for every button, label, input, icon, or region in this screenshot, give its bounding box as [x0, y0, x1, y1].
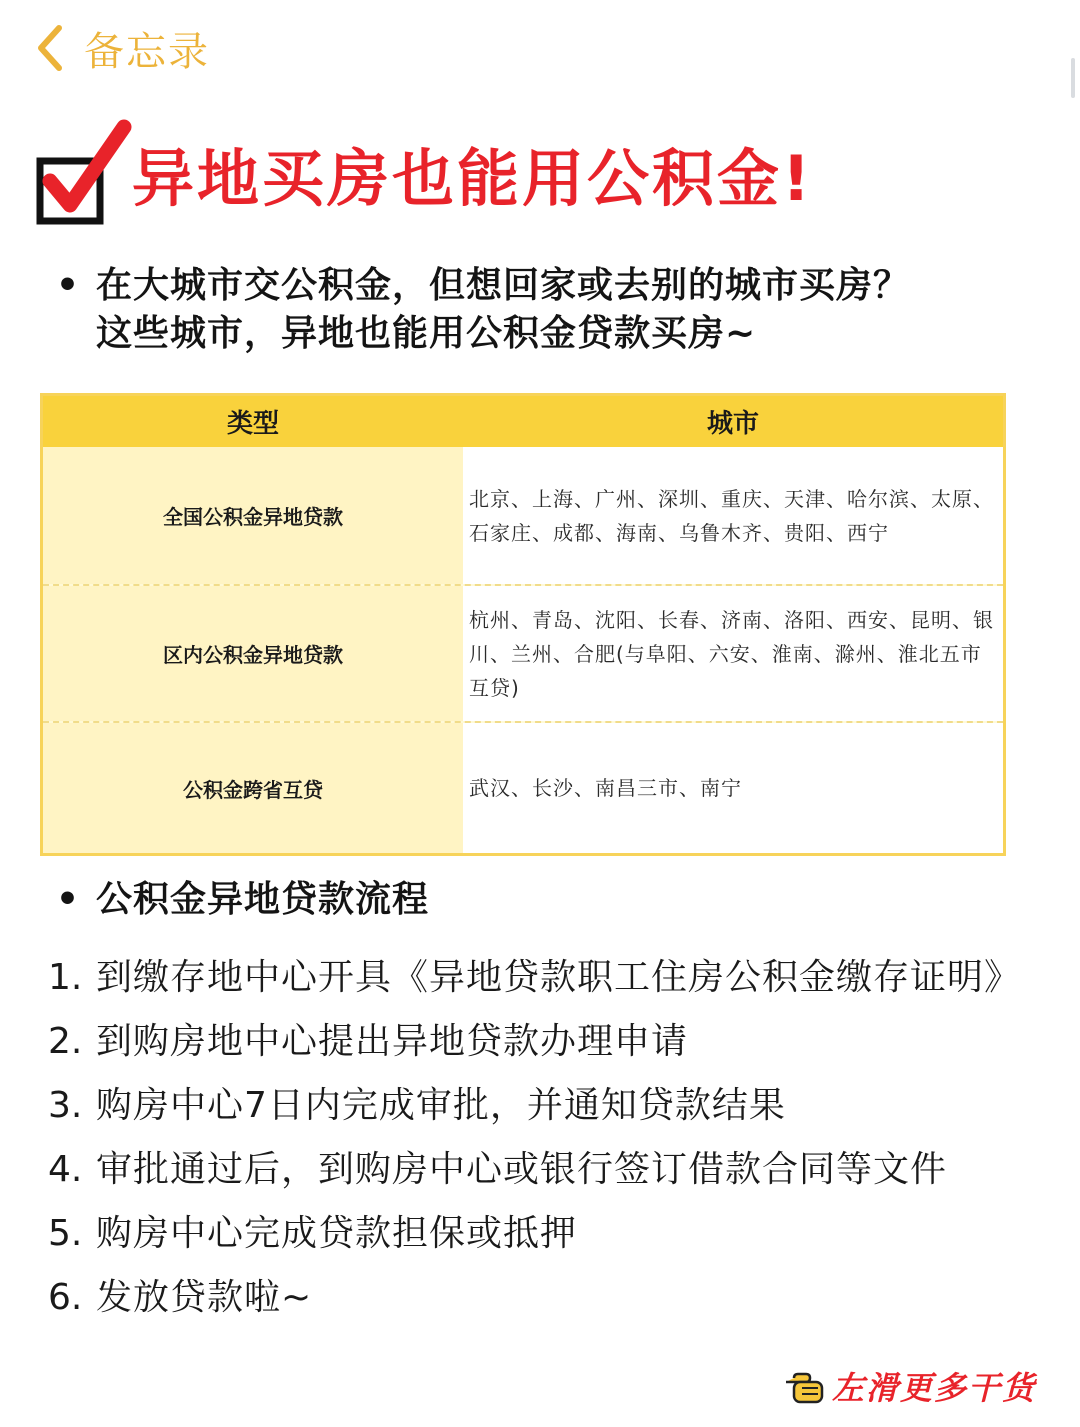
- row-cities: 杭州、青岛、沈阳、长春、济南、洛阳、西安、昆明、银川、兰州、合肥(与阜阳、六安、淮南、滁州、淮北五市互贷): [463, 586, 1003, 721]
- row-type: 公积金跨省互贷: [43, 723, 463, 853]
- step-number: 3.: [48, 1085, 83, 1126]
- step-number: 1.: [48, 957, 83, 998]
- list-item: [48, 1138, 1008, 1202]
- bullet-dot: •: [56, 265, 80, 306]
- table-row: [43, 447, 1003, 584]
- process-steps: [48, 946, 1022, 1330]
- step-text: 购房中心完成贷款担保或抵押: [96, 1213, 578, 1254]
- step-text: 发放贷款啦~: [96, 1277, 313, 1318]
- step-number: 2.: [48, 1021, 83, 1062]
- list-item: [48, 1074, 1008, 1138]
- process-title: 公积金异地贷款流程: [96, 879, 430, 920]
- row-cities: 北京、上海、广州、深圳、重庆、天津、哈尔滨、太原、石家庄、成都、海南、乌鲁木齐、贵阳、西宁: [463, 447, 1003, 584]
- process-heading: [56, 876, 429, 924]
- step-text: 到购房地中心提出异地贷款办理申请: [96, 1021, 689, 1062]
- step-number: 4.: [48, 1149, 83, 1190]
- bullet-dot: •: [56, 879, 80, 920]
- list-item: [48, 1010, 1008, 1074]
- headline: [36, 118, 813, 228]
- list-item: [48, 946, 1022, 1010]
- intro-text: 在大城市交公积金，但想回家或去别的城市买房？这些城市，异地也能用公积金贷款买房~: [96, 265, 911, 354]
- intro-bullet: [56, 262, 956, 358]
- row-type: 全国公积金异地贷款: [43, 447, 463, 584]
- table-row: [43, 721, 1003, 853]
- row-cities: 武汉、长沙、南昌三市、南宁: [463, 723, 1003, 853]
- header-type: 类型: [226, 409, 279, 439]
- chevron-left-icon[interactable]: [28, 20, 72, 76]
- nav-title[interactable]: 备忘录: [84, 28, 210, 75]
- checkbox-checked-icon: [36, 119, 132, 227]
- list-item: [48, 1266, 1008, 1330]
- city-table: [40, 393, 1006, 856]
- row-type: 区内公积金异地贷款: [43, 586, 463, 721]
- step-number: 5.: [48, 1213, 83, 1254]
- swipe-label: 左滑更多干货: [832, 1369, 1037, 1407]
- header-city: 城市: [706, 409, 759, 439]
- step-text: 到缴存地中心开具《异地贷款职工住房公积金缴存证明》: [96, 957, 1022, 998]
- table-header: [43, 396, 1003, 447]
- step-text: 审批通过后，到购房中心或银行签订借款合同等文件: [96, 1149, 948, 1190]
- table-row: [43, 584, 1003, 721]
- step-text: 购房中心7日内完成审批，并通知贷款结果: [96, 1085, 786, 1126]
- page-title: 异地买房也能用公积金!: [132, 141, 814, 215]
- top-nav: [28, 18, 210, 78]
- list-item: [48, 1202, 1008, 1266]
- step-number: 6.: [48, 1277, 83, 1318]
- pointing-hand-icon: [784, 1366, 828, 1406]
- scrollbar[interactable]: [1071, 58, 1075, 98]
- swipe-left-hint[interactable]: [784, 1356, 1036, 1416]
